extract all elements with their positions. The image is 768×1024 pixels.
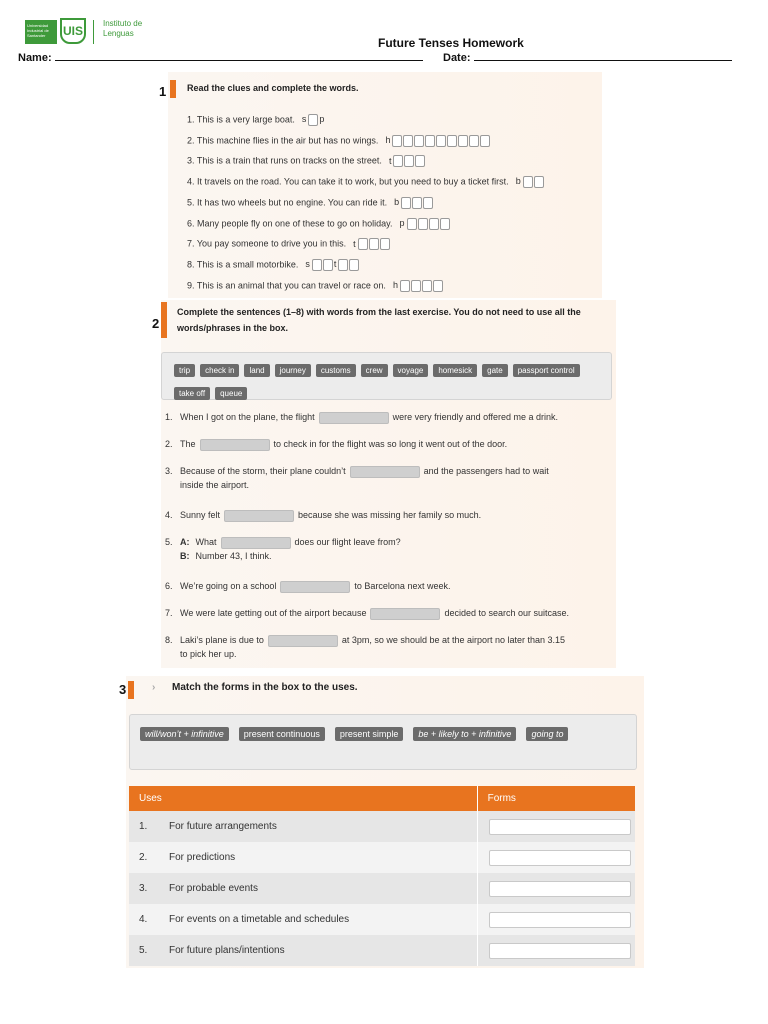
word-chip: passport control <box>513 364 580 377</box>
section-3-instruction: Match the forms in the box to the uses. <box>172 682 358 693</box>
form-chip: going to <box>526 727 568 741</box>
clue-item <box>187 176 544 188</box>
clue-text: 8. This is a small motorbike. <box>187 259 299 270</box>
letter-box[interactable] <box>393 155 403 167</box>
answer-blank[interactable] <box>268 635 338 647</box>
letter-box[interactable] <box>429 218 439 230</box>
form-chip: be + likely to + infinitive <box>413 727 516 741</box>
given-letter: h <box>385 135 391 146</box>
sentence-continuation <box>165 549 611 563</box>
clue-text: 6. Many people fly on one of these to go on holiday. <box>187 217 393 228</box>
letter-box[interactable] <box>447 135 457 147</box>
sentence-part-b: to check in for the flight was so long it went out of the door. <box>273 439 508 449</box>
clue-item <box>187 280 443 292</box>
uis-shield-logo <box>60 18 86 44</box>
word-chip: take off <box>174 387 210 400</box>
given-letter: h <box>392 279 398 290</box>
given-letter: t <box>388 155 392 166</box>
sentence-continuation <box>165 647 611 661</box>
table-row <box>129 811 635 842</box>
row-form-cell <box>477 842 635 873</box>
clue-text: 9. This is an animal that you can travel or race on. <box>187 279 386 290</box>
table-row <box>129 873 635 904</box>
name-label: Name: <box>18 52 52 64</box>
letter-box[interactable] <box>433 280 443 292</box>
section-3-panel <box>126 676 644 968</box>
sentence-part-b: at 3pm, so we should be at the airport no later than 3.15 <box>341 635 566 645</box>
uses-table-wrapper <box>129 786 635 966</box>
given-letter: s <box>305 259 310 270</box>
name-field[interactable] <box>18 51 423 64</box>
given-letter: t <box>333 259 337 270</box>
row-number: 4. <box>139 914 148 925</box>
form-answer-input[interactable] <box>489 819 631 835</box>
given-letter: s <box>301 114 307 125</box>
clue-item <box>187 218 450 230</box>
university-logo <box>25 20 57 44</box>
row-use: For events on a timetable and schedules <box>169 914 350 925</box>
letter-boxes <box>398 218 449 228</box>
institute-name: Instituto de Lenguas <box>103 19 143 38</box>
letter-box[interactable] <box>480 135 490 147</box>
row-number: 5. <box>139 945 148 956</box>
section-2-instruction: Complete the sentences (1–8) with words from the last exercise. You do not need to use all the words/phrases in the box. <box>177 307 581 333</box>
row-form-cell <box>477 811 635 842</box>
answer-blank[interactable] <box>221 537 291 549</box>
sentence-item <box>165 508 611 522</box>
row-number: 3. <box>139 883 148 894</box>
date-field[interactable] <box>443 51 732 64</box>
form-answer-input[interactable] <box>489 850 631 866</box>
clue-text: 5. It has two wheels but no engine. You can ride it. <box>187 197 388 208</box>
letter-box[interactable] <box>308 114 318 126</box>
form-chip: will/won’t + infinitive <box>140 727 229 741</box>
section-1-instruction: Read the clues and complete the words. <box>187 83 359 93</box>
sentence-item <box>165 464 611 492</box>
letter-box[interactable] <box>401 197 411 209</box>
sentence-part-a: The <box>180 439 196 449</box>
sentence-part-c: Number 43, I think. <box>195 551 272 561</box>
letter-box[interactable] <box>404 155 414 167</box>
sentence-number: 1. <box>165 412 173 422</box>
letter-box[interactable] <box>338 259 348 271</box>
letter-box[interactable] <box>415 155 425 167</box>
word-chip: land <box>244 364 269 377</box>
row-form-cell <box>477 873 635 904</box>
given-letter: p <box>399 217 405 228</box>
letter-boxes <box>515 176 544 186</box>
sentence-item <box>165 606 611 620</box>
sentence-part-b: were very friendly and offered me a drink. <box>392 412 559 422</box>
sentence-part-a: Because of the storm, their plane couldn’t <box>180 466 346 476</box>
clue-text: 3. This is a train that runs on tracks on the street. <box>187 155 382 166</box>
letter-box[interactable] <box>458 135 468 147</box>
form-chip: present continuous <box>239 727 325 741</box>
word-chip: check in <box>200 364 239 377</box>
clue-text: 7. You pay someone to drive you in this. <box>187 238 347 249</box>
letter-box[interactable] <box>380 238 390 250</box>
row-use: For future plans/intentions <box>169 945 285 956</box>
logo-divider <box>93 20 94 44</box>
row-form-cell <box>477 904 635 935</box>
clue-item <box>187 197 433 209</box>
letter-box[interactable] <box>436 135 446 147</box>
letter-box[interactable] <box>412 197 422 209</box>
clue-item <box>187 135 490 147</box>
answer-blank[interactable] <box>370 608 440 620</box>
sentence-number: 2. <box>165 439 173 449</box>
form-chip: present simple <box>335 727 404 741</box>
letter-boxes <box>392 280 443 290</box>
word-chip: voyage <box>393 364 429 377</box>
answer-blank[interactable] <box>319 412 389 424</box>
table-row <box>129 842 635 873</box>
letter-box[interactable] <box>469 135 479 147</box>
letter-box[interactable] <box>312 259 322 271</box>
answer-blank[interactable] <box>350 466 420 478</box>
sentence-part-a: Sunny felt <box>180 510 221 520</box>
section-2-panel <box>161 300 616 668</box>
letter-box[interactable] <box>392 135 402 147</box>
answer-blank[interactable] <box>200 439 270 451</box>
section-2-number: 2 <box>152 316 160 331</box>
letter-boxes <box>352 239 390 249</box>
word-chip: queue <box>215 387 247 400</box>
letter-box[interactable] <box>411 280 421 292</box>
letter-box[interactable] <box>400 280 410 292</box>
sentence-item <box>165 437 611 451</box>
sentence-number: 7. <box>165 608 173 618</box>
clue-item <box>187 114 325 126</box>
sentence-part-b: and the passengers had to wait <box>423 466 549 476</box>
sentence-part-a: We were late getting out of the airport because <box>180 608 367 618</box>
section-2-accent-bar <box>161 302 167 338</box>
letter-box[interactable] <box>423 197 433 209</box>
given-letter: b <box>394 197 400 208</box>
given-letter: p <box>319 114 325 125</box>
section-3-forms-list <box>130 715 636 747</box>
word-chip: crew <box>361 364 388 377</box>
sentence-number: 4. <box>165 510 173 520</box>
word-chip: gate <box>482 364 508 377</box>
page-title: Future Tenses Homework <box>378 36 524 50</box>
chevron-right-icon: › <box>152 682 156 693</box>
sentence-part-a: Laki’s plane is due to <box>180 635 264 645</box>
letter-box[interactable] <box>534 176 544 188</box>
word-chip: trip <box>174 364 195 377</box>
clue-item <box>187 155 425 167</box>
forms-column-header: Forms <box>477 786 635 811</box>
sentence-item <box>165 535 611 563</box>
name-underline <box>55 51 423 61</box>
letter-boxes <box>301 114 326 124</box>
sentence-number: 6. <box>165 581 173 591</box>
clue-text: 4. It travels on the road. You can take it to work, but you need to buy a ticket first. <box>187 176 509 187</box>
clue-item <box>187 238 390 250</box>
letter-boxes <box>388 156 426 166</box>
word-chip: journey <box>275 364 311 377</box>
given-letter: b <box>515 176 521 187</box>
sentence-part-a: What <box>195 537 217 547</box>
section-2-word-list <box>162 353 611 406</box>
table-row <box>129 935 635 966</box>
letter-boxes <box>384 135 490 145</box>
speaker-label: A: <box>180 537 190 547</box>
letter-box[interactable] <box>418 218 428 230</box>
letter-box[interactable] <box>414 135 424 147</box>
uses-forms-table <box>129 786 635 966</box>
row-number: 1. <box>139 821 148 832</box>
sentence-part-c: to pick her up. <box>180 649 237 659</box>
sentence-item <box>165 410 611 424</box>
given-letter: t <box>353 238 356 249</box>
letter-box[interactable] <box>422 280 432 292</box>
sentence-part-b: to Barcelona next week. <box>354 581 451 591</box>
letter-box[interactable] <box>349 259 359 271</box>
sentence-number: 5. <box>165 537 173 547</box>
letter-boxes <box>393 197 433 207</box>
section-1-panel <box>168 72 602 298</box>
answer-blank[interactable] <box>280 581 350 593</box>
section-3-forms-box <box>129 714 637 770</box>
date-underline <box>474 51 732 61</box>
sentence-item <box>165 633 611 661</box>
answer-blank[interactable] <box>224 510 294 522</box>
sentence-part-a: When I got on the plane, the flight <box>180 412 315 422</box>
letter-box[interactable] <box>407 218 417 230</box>
uses-column-header: Uses <box>129 786 477 811</box>
clue-text: 2. This machine flies in the air but has no wings. <box>187 135 379 146</box>
word-chip: homesick <box>433 364 477 377</box>
university-logo-text: Universidad Industrial de Santander <box>27 23 49 38</box>
section-1-accent-bar <box>170 80 176 98</box>
row-form-cell <box>477 935 635 966</box>
letter-box[interactable] <box>403 135 413 147</box>
section-3-accent-bar <box>128 681 134 699</box>
uses-table-header-row <box>129 786 635 811</box>
sentence-continuation <box>165 478 611 492</box>
clue-item <box>187 259 359 271</box>
row-number: 2. <box>139 852 148 863</box>
form-answer-input[interactable] <box>489 881 631 897</box>
letter-box[interactable] <box>425 135 435 147</box>
section-2-word-box <box>161 352 612 400</box>
date-label: Date: <box>443 52 471 64</box>
row-use: For probable events <box>169 883 258 894</box>
letter-box[interactable] <box>369 238 379 250</box>
row-use: For predictions <box>169 852 236 863</box>
uis-logo-text: UIS <box>62 24 83 38</box>
speaker-label: B: <box>180 551 190 561</box>
table-row <box>129 904 635 935</box>
sentence-item <box>165 579 611 593</box>
form-answer-input[interactable] <box>489 912 631 928</box>
letter-box[interactable] <box>523 176 533 188</box>
sentence-part-b: because she was missing her family so much. <box>298 510 482 520</box>
letter-boxes <box>304 259 359 269</box>
word-chip: customs <box>316 364 356 377</box>
sentence-number: 3. <box>165 466 173 476</box>
section-3-number: 3 <box>119 682 127 697</box>
sentence-part-c: inside the airport. <box>180 480 250 490</box>
row-use: For future arrangements <box>169 821 277 832</box>
letter-box[interactable] <box>440 218 450 230</box>
clue-text: 1. This is a very large boat. <box>187 114 295 125</box>
sentence-part-b: decided to search our suitcase. <box>444 608 570 618</box>
sentence-part-a: We’re going on a school <box>180 581 277 591</box>
sentence-part-b: does our flight leave from? <box>294 537 401 547</box>
letter-box[interactable] <box>323 259 333 271</box>
letter-box[interactable] <box>358 238 368 250</box>
section-1-number: 1 <box>159 84 167 99</box>
sentence-number: 8. <box>165 635 173 645</box>
form-answer-input[interactable] <box>489 943 631 959</box>
